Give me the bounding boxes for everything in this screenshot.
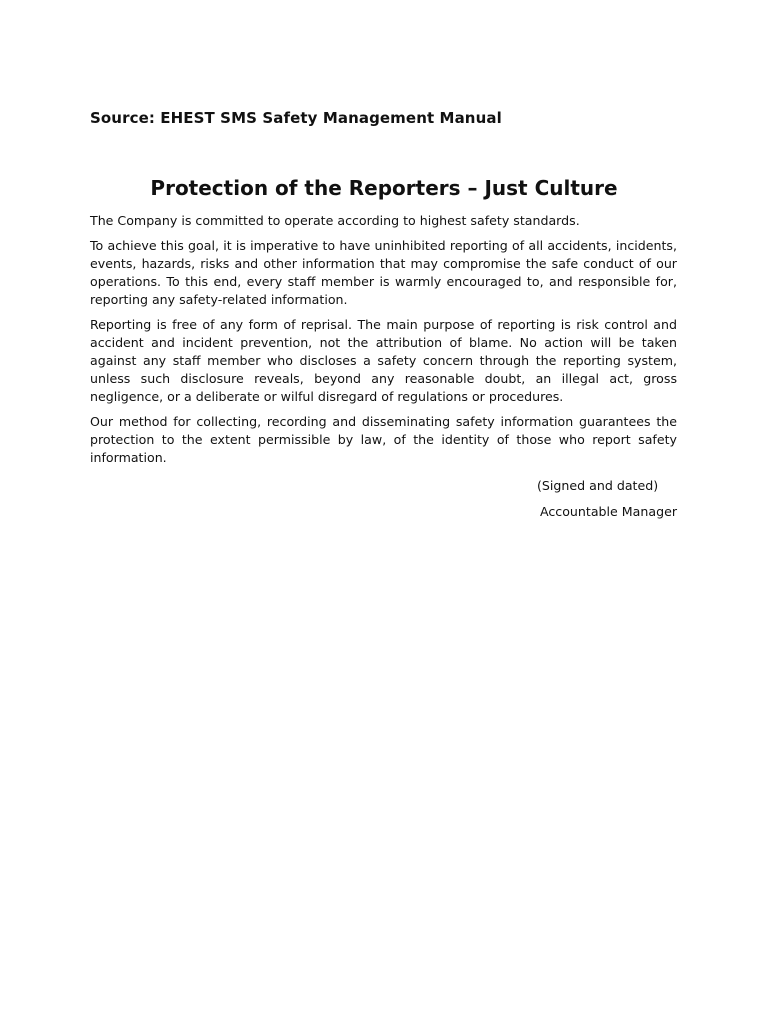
source-line: Source: EHEST SMS Safety Management Manual <box>90 109 502 127</box>
document-title: Protection of the Reporters – Just Culture <box>150 176 618 200</box>
document-body <box>90 212 677 474</box>
signed-note: (Signed and dated) <box>537 478 659 493</box>
paragraph-commitment: The Company is committed to operate according to highest safety standards. <box>90 213 580 228</box>
paragraph-identity-protection: Our method for collecting, recording and disseminating safety information guarantees the protection to the extent permissible by law, of the identity of those who report safety information. <box>90 414 677 465</box>
paragraph-reporting-goal: To achieve this goal, it is imperative to have uninhibited reporting of all accidents, incidents, events, hazards, risks and other information that may compromise the safe conduct of our operations. To this end, every staff member is warmly encouraged to, and responsible for, reporting any safety-related information. <box>90 238 677 307</box>
paragraph-no-reprisal: Reporting is free of any form of reprisal. The main purpose of reporting is risk control and accident and incident prevention, not the attribution of blame. No action will be taken against any staff member who discloses a safety concern through the reporting system, unless such disclosure reveals, beyond any reasonable doubt, an illegal act, gross negligence, or a deliberate or wilful disregard of regulations or procedures. <box>90 317 677 404</box>
signatory-title: Accountable Manager <box>539 504 677 519</box>
